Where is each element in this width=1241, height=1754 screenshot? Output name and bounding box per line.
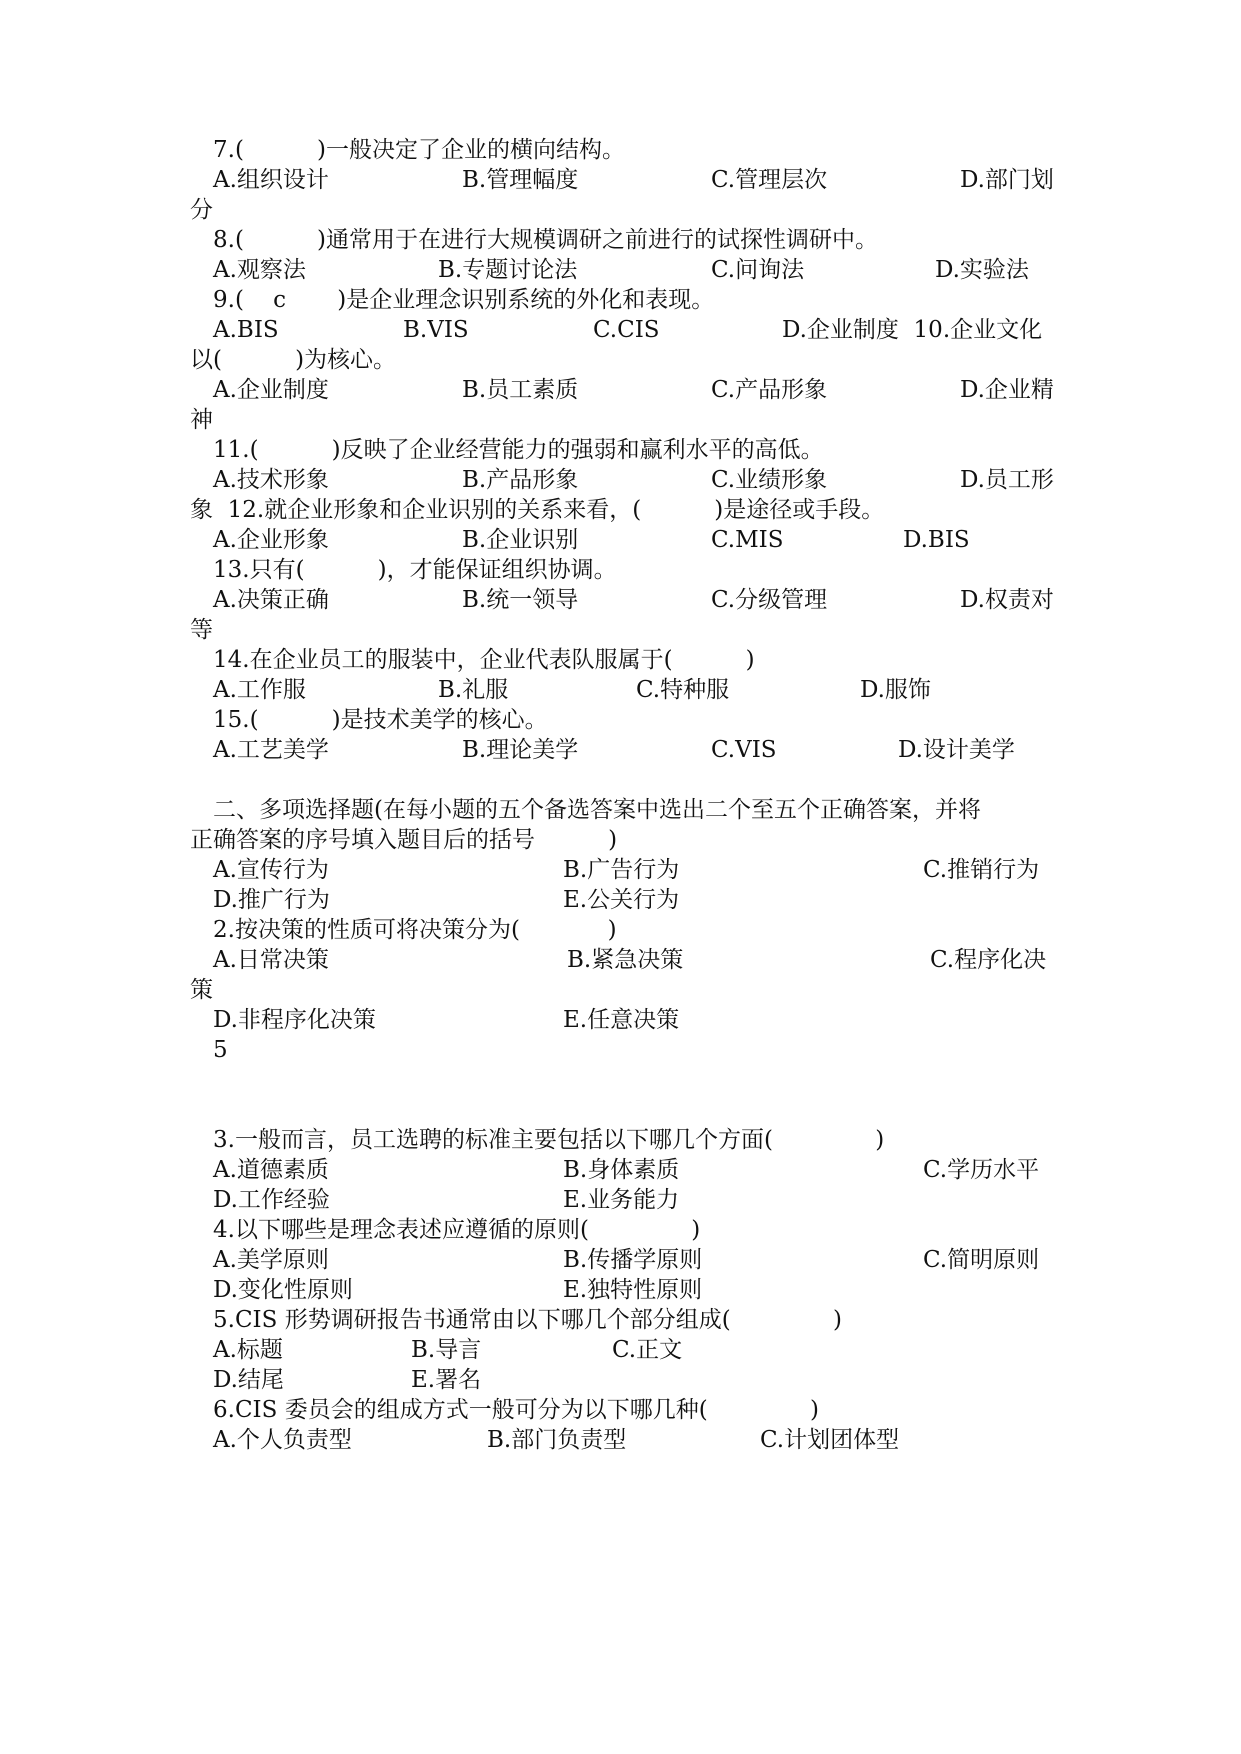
m1-option-e: E.公关行为 — [563, 887, 680, 913]
m4-option-b: B.传播学原则 — [563, 1247, 703, 1273]
q9-option-b: B.VIS — [403, 317, 469, 343]
q10-option-d-wrap: 神 — [190, 407, 213, 433]
question-7: 7.( )一般决定了企业的横向结构。 — [213, 137, 626, 163]
q12-option-a: A.企业形象 — [213, 527, 329, 553]
m4-option-e: E.独特性原则 — [563, 1277, 703, 1303]
m5-option-c: C.正文 — [612, 1337, 683, 1363]
q9-option-a: A.BIS — [213, 317, 279, 343]
q10-option-a: A.企业制度 — [213, 377, 329, 403]
m1-option-b: B.广告行为 — [563, 857, 680, 883]
q11-wrap-and-question-12: 象 12.就企业形象和企业识别的关系来看，( )是途径或手段。 — [190, 497, 885, 523]
section-2-heading: 二、多项选择题(在每小题的五个备选答案中选出二个至五个正确答案，并将 — [213, 797, 981, 823]
question-11: 11.( )反映了企业经营能力的强弱和赢利水平的高低。 — [213, 437, 824, 463]
m2-option-c-wrap: 策 — [190, 977, 213, 1003]
m5-option-b: B.导言 — [411, 1337, 482, 1363]
m5-option-a: A.标题 — [213, 1337, 283, 1363]
q8-option-b: B.专题讨论法 — [438, 257, 578, 283]
q11-option-c: C.业绩形象 — [711, 467, 828, 493]
q14-option-b: B.礼服 — [438, 677, 509, 703]
m2-option-a: A.日常决策 — [213, 947, 329, 973]
section-2-heading-cont: 正确答案的序号填入题目后的括号 ) — [190, 827, 618, 853]
mquestion-3: 3.一般而言，员工选聘的标准主要包括以下哪几个方面( ) — [213, 1127, 885, 1153]
q13-option-d-wrap: 等 — [190, 617, 213, 643]
m2-option-e: E.任意决策 — [563, 1007, 680, 1033]
q7-option-b: B.管理幅度 — [462, 167, 579, 193]
page-number: 5 — [213, 1037, 228, 1063]
m2-option-c: C.程序化决 — [930, 947, 1047, 973]
m4-option-d: D.变化性原则 — [213, 1277, 353, 1303]
mquestion-5: 5.CIS 形势调研报告书通常由以下哪几个部分组成( ) — [213, 1307, 842, 1333]
question-15: 15.( )是技术美学的核心。 — [213, 707, 548, 733]
m2-option-d: D.非程序化决策 — [213, 1007, 376, 1033]
q7-option-c: C.管理层次 — [711, 167, 828, 193]
m3-option-c: C.学历水平 — [923, 1157, 1040, 1183]
q7-option-d: D.部门划 — [960, 167, 1054, 193]
m3-option-d: D.工作经验 — [213, 1187, 330, 1213]
m6-option-a: A.个人负责型 — [213, 1427, 352, 1453]
m6-option-c: C.计划团体型 — [760, 1427, 900, 1453]
q9-option-c: C.CIS — [593, 317, 660, 343]
q14-option-d: D.服饰 — [860, 677, 931, 703]
m4-option-a: A.美学原则 — [213, 1247, 329, 1273]
question-14: 14.在企业员工的服装中，企业代表队服属于( ) — [213, 647, 755, 673]
question-10: 以( )为核心。 — [190, 347, 397, 373]
q11-option-d: D.员工形 — [960, 467, 1054, 493]
q10-option-b: B.员工素质 — [462, 377, 579, 403]
q9-option-d-and-q10: D.企业制度 10.企业文化 — [782, 317, 1043, 343]
mquestion-2: 2.按决策的性质可将决策分为( ) — [213, 917, 617, 943]
mquestion-6: 6.CIS 委员会的组成方式一般可分为以下哪几种( ) — [213, 1397, 819, 1423]
m1-option-c: C.推销行为 — [923, 857, 1040, 883]
m1-option-d: D.推广行为 — [213, 887, 330, 913]
q11-option-a: A.技术形象 — [213, 467, 329, 493]
q12-option-c: C.MIS — [711, 527, 784, 553]
q13-option-d: D.权责对 — [960, 587, 1054, 613]
q15-option-c: C.VIS — [711, 737, 777, 763]
q10-option-c: C.产品形象 — [711, 377, 828, 403]
question-9: 9.( c )是企业理念识别系统的外化和表现。 — [213, 287, 715, 313]
m5-option-d: D.结尾 — [213, 1367, 284, 1393]
q15-option-b: B.理论美学 — [462, 737, 579, 763]
q14-option-c: C.特种服 — [636, 677, 730, 703]
m3-option-b: B.身体素质 — [563, 1157, 680, 1183]
q15-option-d: D.设计美学 — [898, 737, 1015, 763]
q13-option-c: C.分级管理 — [711, 587, 828, 613]
q7-option-a: A.组织设计 — [213, 167, 329, 193]
m3-option-a: A.道德素质 — [213, 1157, 329, 1183]
m5-option-e: E.署名 — [411, 1367, 482, 1393]
q13-option-b: B.统一领导 — [462, 587, 579, 613]
q15-option-a: A.工艺美学 — [213, 737, 329, 763]
q12-option-d: D.BIS — [903, 527, 970, 553]
m4-option-c: C.简明原则 — [923, 1247, 1040, 1273]
question-13: 13.只有( )，才能保证组织协调。 — [213, 557, 617, 583]
q11-option-b: B.产品形象 — [462, 467, 579, 493]
mquestion-4: 4.以下哪些是理念表述应遵循的原则( ) — [213, 1217, 701, 1243]
q7-option-d-wrap: 分 — [190, 197, 213, 223]
q14-option-a: A.工作服 — [213, 677, 306, 703]
q12-option-b: B.企业识别 — [462, 527, 579, 553]
m1-option-a: A.宣传行为 — [213, 857, 329, 883]
m6-option-b: B.部门负责型 — [487, 1427, 627, 1453]
m2-option-b: B.紧急决策 — [567, 947, 684, 973]
q8-option-c: C.问询法 — [711, 257, 805, 283]
m3-option-e: E.业务能力 — [563, 1187, 680, 1213]
question-8: 8.( )通常用于在进行大规模调研之前进行的试探性调研中。 — [213, 227, 879, 253]
q10-option-d: D.企业精 — [960, 377, 1054, 403]
q8-option-a: A.观察法 — [213, 257, 306, 283]
q13-option-a: A.决策正确 — [213, 587, 329, 613]
q8-option-d: D.实验法 — [935, 257, 1029, 283]
